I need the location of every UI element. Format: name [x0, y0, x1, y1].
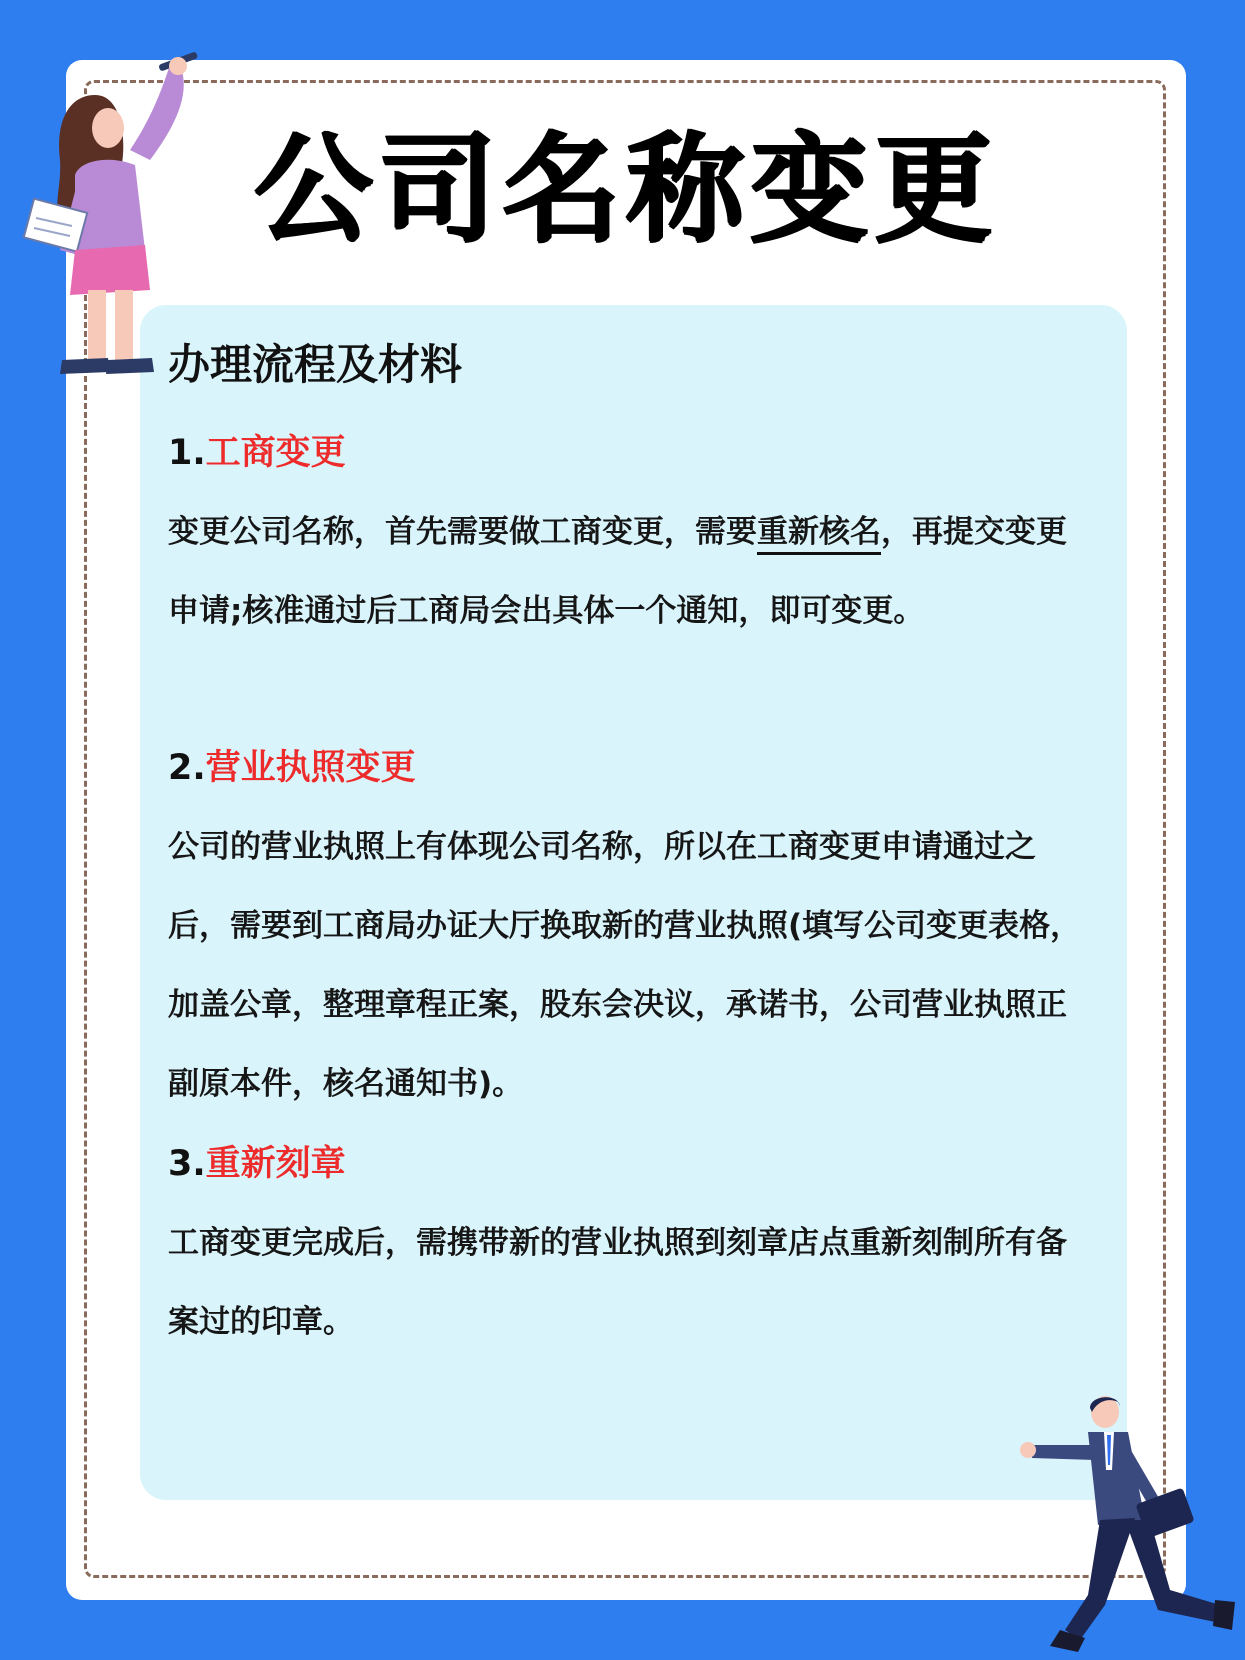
woman-writing-illustration — [20, 50, 200, 380]
page-title: 公司名称变更 — [253, 120, 998, 258]
step-name: 工商变更 — [205, 433, 346, 473]
step-number: 2. — [168, 748, 206, 788]
step-1-text-part: ，再提交变更申请;核准通过后工商局会出具体一个通知，即可变更。 — [168, 514, 1067, 629]
step-3-text: 工商变更完成后，需携带新的营业执照到刻章店点重新刻制所有备案过的印章。 — [168, 1225, 1067, 1340]
underlined-text: 重新核名 — [757, 514, 881, 555]
step-2-text: 公司的营业执照上有体现公司名称，所以在工商变更申请通过之后，需要到工商局办证大厅换取新的营业执照(填写公司变更表格，加盖公章，整理章程正案，股东会决议，承诺书，公司营业执照正副原本件，核名通知书)。 — [168, 829, 1082, 1102]
businessman-running-illustration — [1010, 1390, 1245, 1660]
step-number: 1. — [168, 433, 206, 473]
section-heading: 办理流程及材料 — [168, 340, 463, 389]
step-2-heading — [168, 747, 416, 789]
step-name: 营业执照变更 — [205, 748, 416, 788]
step-1-text — [168, 493, 1088, 651]
step-number: 3. — [168, 1144, 206, 1184]
step-1-text-part: 变更公司名称，首先需要做工商变更，需要 — [168, 514, 757, 550]
step-name: 重新刻章 — [205, 1144, 346, 1184]
step-1-heading — [168, 432, 346, 474]
step-3-heading — [168, 1143, 346, 1185]
